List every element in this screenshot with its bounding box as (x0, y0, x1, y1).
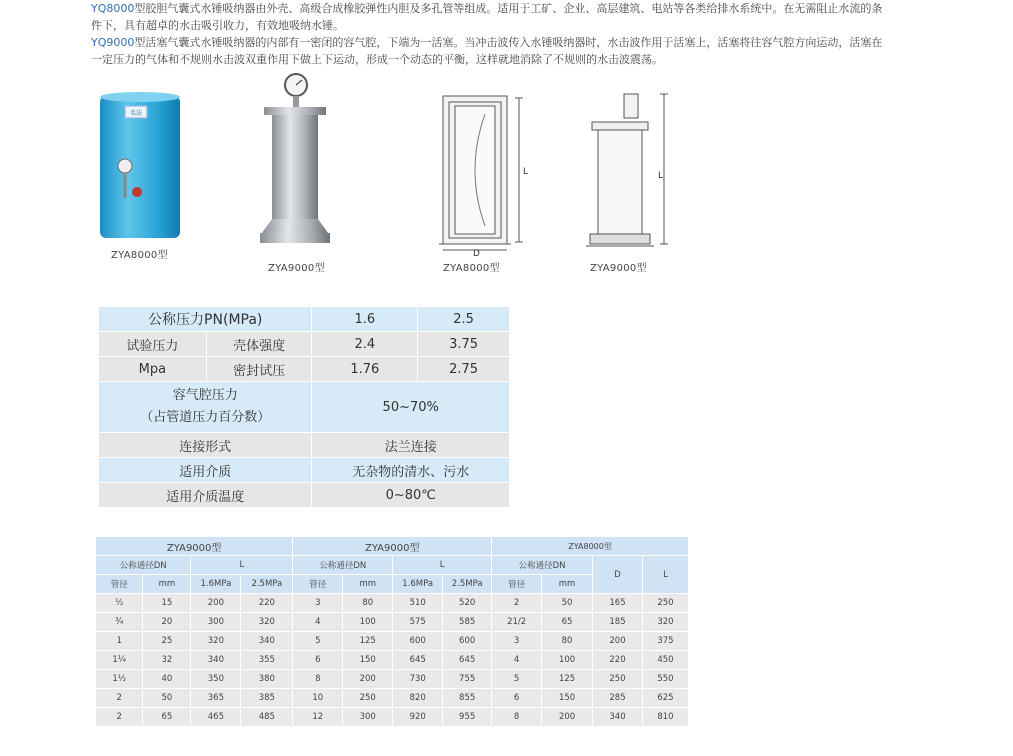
table-cell: 220 (593, 651, 643, 670)
table-cell: 520 (443, 594, 492, 613)
table-cell: 100 (542, 651, 593, 670)
dim-label-l: L (523, 167, 529, 177)
table-cell: 250 (343, 689, 393, 708)
table-cell: 150 (542, 689, 593, 708)
caption-product-2: ZYA9000型 (268, 263, 325, 274)
table-cell: ZYA9000型 (293, 537, 492, 556)
table-cell: 10 (293, 689, 343, 708)
table-cell: ZYA9000型 (96, 537, 293, 556)
blue-cylinder-image (95, 88, 185, 243)
table-cell: 公称通径DN (492, 556, 593, 575)
table-cell: 165 (593, 594, 643, 613)
intro-paragraph-1: YQ8000型胶胆气囊式水锤吸纳器由外壳、高级合成橡胶弹性内胆及多孔管等组成。适用于工矿、企业、高层建筑、电站等各类给排水系统中。在无需阻止水流的条件下，具有超卓的水击吸引收力，有效地吸纳水锤。 (91, 2, 883, 32)
table-cell: 600 (443, 632, 492, 651)
table-cell: 285 (593, 689, 643, 708)
table-cell: 公称通径DN (96, 556, 191, 575)
table-cell: 645 (443, 651, 492, 670)
table-cell: 185 (593, 613, 643, 632)
table-cell: 4 (492, 651, 542, 670)
product-image-zya8000 (95, 88, 185, 243)
table-cell: 20 (143, 613, 191, 632)
table-cell: 300 (191, 613, 241, 632)
table-cell: 355 (241, 651, 293, 670)
steel-cylinder-image (258, 73, 330, 253)
table-cell: 755 (443, 670, 492, 689)
table-cell: 5 (492, 670, 542, 689)
table-cell: 575 (393, 613, 443, 632)
dimension-table (96, 537, 689, 727)
table-cell: 365 (191, 689, 241, 708)
table-cell: 320 (642, 613, 688, 632)
table-cell: 450 (642, 651, 688, 670)
table-cell: 1.6MPa (393, 575, 443, 594)
table-cell: 150 (343, 651, 393, 670)
table-cell: 340 (593, 708, 643, 727)
table-cell: ZYA8000型 (492, 537, 689, 556)
table-cell: 2 (492, 594, 542, 613)
caption-product-4: ZYA9000型 (590, 263, 647, 274)
table-cell: 12 (293, 708, 343, 727)
table-cell: 2.5MPa (443, 575, 492, 594)
technical-drawing-8000 (435, 92, 535, 257)
spec-row-pressure: 公称压力PN(MPa) 1.6 2.5 (99, 307, 510, 332)
table-cell: 125 (343, 632, 393, 651)
model-yq8000: YQ8000 (91, 2, 135, 15)
table-cell: 80 (343, 594, 393, 613)
table-cell: 645 (393, 651, 443, 670)
table-cell: 1 (96, 632, 143, 651)
table-cell: mm (542, 575, 593, 594)
table-cell: 1¼ (96, 651, 143, 670)
table-cell: 8 (293, 670, 343, 689)
table-cell: L (642, 556, 688, 594)
table-cell: 1½ (96, 670, 143, 689)
model-yq9000: YQ9000 (91, 36, 135, 49)
table-cell: 320 (191, 632, 241, 651)
table-cell: L (191, 556, 293, 575)
table-cell: 200 (191, 594, 241, 613)
table-cell: mm (343, 575, 393, 594)
table-cell: 585 (443, 613, 492, 632)
intro-paragraph-2: YQ9000型活塞气囊式水锤吸纳器的内部有一密闭的容气腔，下端为一活塞。当冲击波传入水锤吸纳器时，水击波作用于活塞上，活塞将往容气腔方向运动，活塞在一定压力的气体和不规则水击波双重作用下做上下运动，形成一个动态的平衡，这样就地消除了不规则的水击波震荡。 (91, 36, 883, 66)
product-image-zya9000 (258, 73, 330, 253)
table-cell: 350 (191, 670, 241, 689)
table-cell: ½ (96, 594, 143, 613)
table-cell: 2 (96, 689, 143, 708)
table-cell: 50 (542, 594, 593, 613)
table-cell: 510 (393, 594, 443, 613)
table-cell: 200 (593, 632, 643, 651)
technical-drawing-9000 (580, 92, 680, 254)
intro-text (91, 0, 891, 68)
table-cell: 50 (143, 689, 191, 708)
table-cell: mm (143, 575, 191, 594)
table-cell: 8 (492, 708, 542, 727)
drawing-zya8000 (435, 92, 535, 257)
table-cell: 100 (343, 613, 393, 632)
table-cell: 250 (642, 594, 688, 613)
table-row (96, 708, 689, 727)
table-cell: 385 (241, 689, 293, 708)
dim-label-d: D (473, 249, 480, 257)
table-cell: 600 (393, 632, 443, 651)
table-cell: 管径 (96, 575, 143, 594)
spec-row-gas: 容气腔压力 （占管道压力百分数） 50~70% (99, 382, 510, 433)
table-cell: 15 (143, 594, 191, 613)
table-cell: 25 (143, 632, 191, 651)
table-cell: 550 (642, 670, 688, 689)
table-row (96, 670, 689, 689)
table-cell: 4 (293, 613, 343, 632)
table-cell: 5 (293, 632, 343, 651)
table-cell: 2.5MPa (241, 575, 293, 594)
table-cell: 65 (542, 613, 593, 632)
table-cell: 920 (393, 708, 443, 727)
table-cell: 200 (542, 708, 593, 727)
drawing-zya9000 (580, 92, 680, 254)
table-cell: 820 (393, 689, 443, 708)
table-cell: 125 (542, 670, 593, 689)
table-cell: 300 (343, 708, 393, 727)
table-cell: 管径 (492, 575, 542, 594)
table-cell: 6 (293, 651, 343, 670)
table-cell: 855 (443, 689, 492, 708)
dims-dn-header (96, 556, 689, 575)
table-cell: 40 (143, 670, 191, 689)
caption-product-1: ZYA8000型 (111, 250, 168, 261)
table-cell: 810 (642, 708, 688, 727)
table-row (96, 594, 689, 613)
dims-group-header (96, 537, 689, 556)
table-cell: 32 (143, 651, 191, 670)
table-cell: 200 (343, 670, 393, 689)
table-cell: 465 (191, 708, 241, 727)
table-cell: 955 (443, 708, 492, 727)
table-cell: 21/2 (492, 613, 542, 632)
table-cell: L (393, 556, 492, 575)
table-cell: 340 (191, 651, 241, 670)
spec-table (98, 306, 510, 508)
table-cell: D (593, 556, 643, 594)
spec-row-connection: 连接形式 法兰连接 (99, 433, 510, 458)
table-cell: 380 (241, 670, 293, 689)
spec-row-shell: 试验压力 壳体强度 2.4 3.75 (99, 332, 510, 357)
table-row (96, 613, 689, 632)
table-cell: 625 (642, 689, 688, 708)
dim-label-l2: L (658, 171, 664, 181)
table-cell: 6 (492, 689, 542, 708)
table-cell: 1.6MPa (191, 575, 241, 594)
table-cell: ¾ (96, 613, 143, 632)
spec-row-medium: 适用介质 无杂物的清水、污水 (99, 458, 510, 483)
table-cell: 2 (96, 708, 143, 727)
caption-product-3: ZYA8000型 (443, 263, 500, 274)
table-row (96, 689, 689, 708)
body-label: 名法 (129, 110, 143, 117)
table-cell: 320 (241, 613, 293, 632)
table-cell: 65 (143, 708, 191, 727)
spec-row-temperature: 适用介质温度 0~80℃ (99, 483, 510, 508)
table-cell: 250 (593, 670, 643, 689)
table-row (96, 632, 689, 651)
table-cell: 80 (542, 632, 593, 651)
table-cell: 公称通径DN (293, 556, 393, 575)
spec-row-seal: Mpa 密封试压 1.76 2.75 (99, 357, 510, 382)
table-cell: 730 (393, 670, 443, 689)
table-cell: 375 (642, 632, 688, 651)
table-row (96, 651, 689, 670)
table-cell: 管径 (293, 575, 343, 594)
table-cell: 3 (293, 594, 343, 613)
table-cell: 340 (241, 632, 293, 651)
table-cell: 220 (241, 594, 293, 613)
table-cell: 3 (492, 632, 542, 651)
table-cell: 485 (241, 708, 293, 727)
